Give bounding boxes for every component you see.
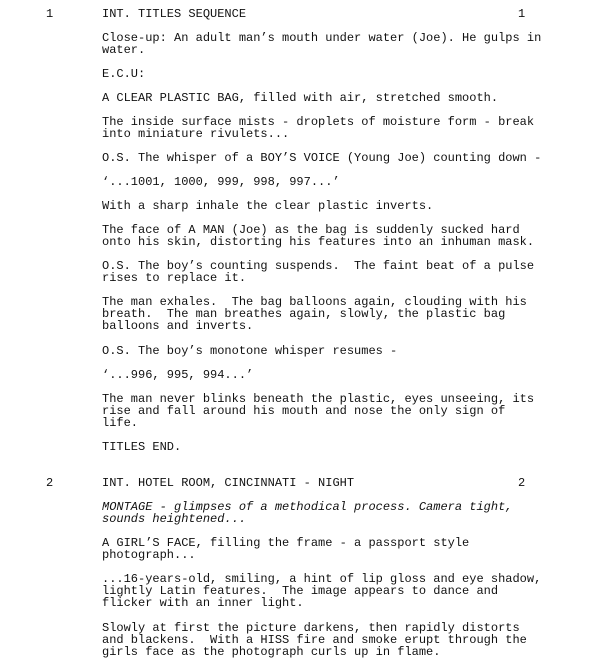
scene-heading: INT. TITLES SEQUENCE — [102, 7, 247, 21]
action-paragraph: Slowly at first the picture darkens, then rapidly distorts and blackens. With a HISS fire and smoke erupt through the girls face as the photograph curls up in flame. — [102, 621, 527, 659]
action-paragraph: ‘...1001, 1000, 999, 998, 997...’ — [102, 175, 340, 189]
action-paragraph: Close-up: An adult man’s mouth under water (Joe). He gulps in water. — [102, 31, 542, 57]
action-paragraph: TITLES END. — [102, 440, 182, 454]
scene-number-left: 1 — [46, 7, 54, 21]
action-paragraph: O.S. The boy’s counting suspends. The faint beat of a pulse rises to replace it. — [102, 259, 535, 285]
action-paragraph: ...16-years-old, smiling, a hint of lip gloss and eye shadow, lightly Latin features. The image appears to dance and flicker with an inner light. — [102, 572, 542, 610]
action-paragraph: The inside surface mists - droplets of moisture form - break into miniature rivulets... — [102, 115, 535, 141]
action-paragraph: The man exhales. The bag balloons again, clouding with his breath. The man breathes again, slowly, the plastic bag balloons and inverts. — [102, 295, 527, 333]
action-paragraph: A CLEAR PLASTIC BAG, filled with air, stretched smooth. — [102, 91, 499, 105]
action-paragraph: The face of A MAN (Joe) as the bag is suddenly sucked hard onto his skin, distorting his features into an inhuman mask. — [102, 223, 535, 249]
action-paragraph: E.C.U: — [102, 67, 146, 81]
scene-number-right: 1 — [518, 7, 526, 21]
montage-paragraph: MONTAGE - glimpses of a methodical process. Camera tight, sounds heightened... — [102, 500, 513, 526]
action-paragraph: With a sharp inhale the clear plastic inverts. — [102, 199, 434, 213]
scene-number-right: 2 — [518, 476, 526, 490]
scene-heading: INT. HOTEL ROOM, CINCINNATI - NIGHT — [102, 476, 355, 490]
action-paragraph: O.S. The whisper of a BOY’S VOICE (Young Joe) counting down - — [102, 151, 542, 165]
action-paragraph: A GIRL’S FACE, filling the frame - a passport style photograph... — [102, 536, 470, 562]
action-paragraph: ‘...996, 995, 994...’ — [102, 368, 254, 382]
action-paragraph: O.S. The boy’s monotone whisper resumes - — [102, 344, 398, 358]
action-paragraph: The man never blinks beneath the plastic, eyes unseeing, its rise and fall around his mouth and nose the only sign of life. — [102, 392, 535, 430]
scene-number-left: 2 — [46, 476, 54, 490]
